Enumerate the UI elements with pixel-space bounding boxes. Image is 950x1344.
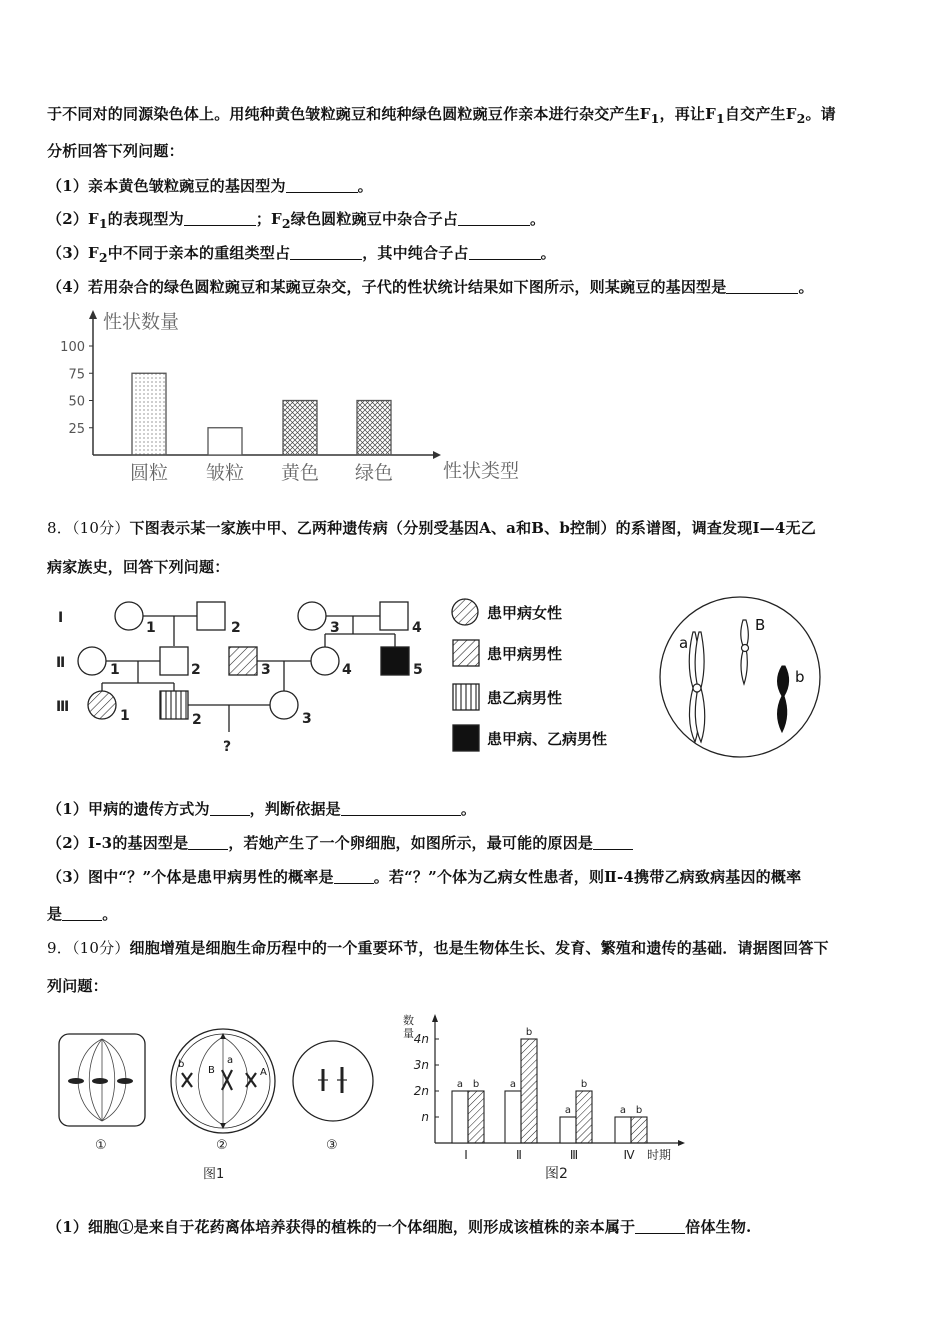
- svg-text:3: 3: [261, 662, 271, 678]
- gene-label-B: B: [755, 616, 766, 634]
- svg-text:b: b: [472, 1079, 480, 1090]
- q7-part3: $(3)F_2$中不同于亲本的重组类型占 ，其中纯合子占 。: [47, 244, 556, 265]
- svg-text:2: 2: [191, 662, 201, 678]
- II-3-male-affected-a: [229, 647, 257, 675]
- cell-label-2: ②: [216, 1138, 228, 1153]
- answer-blank[interactable]: [184, 211, 256, 226]
- q8-part3-cont: 是 。: [47, 905, 118, 923]
- bar-圆粒: [132, 373, 166, 455]
- III-3-female: [270, 691, 298, 719]
- y-axis-label: 性状数量: [103, 311, 180, 333]
- x-axis-label: 时期: [647, 1148, 672, 1162]
- unknown-individual: ?: [223, 739, 232, 755]
- II-1-female: [78, 647, 106, 675]
- category-label: 皱粒: [205, 462, 245, 484]
- svg-text:1: 1: [146, 620, 156, 636]
- cell-label-1: ①: [95, 1138, 107, 1153]
- q7-intro-line2: 分析回答下列问题：: [47, 142, 184, 160]
- svg-text:a: a: [619, 1105, 627, 1116]
- y-tick-label: 3n: [413, 1058, 429, 1072]
- q7-part2: $(2)F_1$的表现型为 ；$F_2$绿色圆粒豌豆中杂合子占 。: [47, 210, 546, 231]
- y-tick-label: 25: [68, 421, 85, 437]
- svg-text:4: 4: [412, 620, 422, 636]
- category-label: 绿色: [354, 462, 394, 484]
- legend-male-ab: 患甲病、乙病男性: [487, 730, 608, 748]
- svg-text:b: b: [525, 1027, 533, 1038]
- svg-text:b: b: [178, 1059, 185, 1070]
- y-tick-label: n: [421, 1110, 429, 1124]
- q9-intro-line1: 9．（10分）细胞增殖是细胞生命历程中的一个重要环节，也是生物体生长、发育、繁殖和遗传的基础．请据图回答下: [47, 939, 829, 957]
- bar-a: [452, 1091, 468, 1143]
- pedigree-diagram: [50, 590, 650, 765]
- legend-male-b: 患乙病男性: [487, 689, 563, 707]
- q7-part4: （4）若用杂合的绿色圆粒豌豆和某豌豆杂交，子代的性状统计结果如下图所示，则某豌豆的基因型是 。: [47, 278, 814, 296]
- svg-text:3: 3: [330, 620, 340, 636]
- gen-label-I: Ⅰ: [58, 610, 64, 626]
- answer-blank[interactable]: [62, 906, 102, 921]
- svg-text:A: A: [260, 1067, 267, 1078]
- y-tick-label: 50: [68, 394, 85, 410]
- II-2-male: [160, 647, 188, 675]
- bar-黄色: [283, 401, 317, 456]
- svg-text:a: a: [456, 1079, 464, 1090]
- svg-text:4: 4: [342, 662, 352, 678]
- svg-text:5: 5: [413, 662, 423, 678]
- bar-皱粒: [208, 428, 242, 455]
- category-label: 圆粒: [129, 462, 169, 484]
- cell-label-3: ③: [326, 1138, 338, 1153]
- x-axis-arrow: [433, 451, 441, 459]
- bar-b: [521, 1039, 537, 1143]
- q9-part1: （1）细胞①是来自于花药离体培养获得的植株的一个体细胞，则形成该植株的亲本属于 倍体生物.: [47, 1218, 752, 1236]
- x-tick-label: Ⅲ: [569, 1148, 579, 1162]
- y-tick-label: 75: [68, 367, 85, 383]
- chart-labels: [60, 311, 519, 484]
- answer-blank[interactable]: [469, 245, 541, 260]
- legend-male-a: 患甲病男性: [487, 645, 563, 663]
- answer-blank[interactable]: [593, 835, 633, 850]
- legend-female-a: 患甲病女性: [487, 604, 563, 622]
- legend-female-a-icon: [452, 599, 478, 625]
- bar-绿色: [357, 401, 391, 456]
- svg-text:a: a: [509, 1079, 517, 1090]
- q9-intro-line2: 列问题：: [47, 977, 108, 995]
- y-tick-label: 100: [60, 340, 85, 355]
- svg-text:量: 量: [403, 1027, 414, 1040]
- legend-male-a-icon: [453, 640, 479, 666]
- bar-a: [615, 1117, 631, 1143]
- II-5-male-affected-ab: [381, 647, 409, 675]
- cell-division-figure: [50, 1025, 390, 1190]
- answer-blank[interactable]: [188, 835, 228, 850]
- legend-male-ab-icon: [453, 725, 479, 751]
- bar-a: [560, 1117, 576, 1143]
- III-1-female-affected-a: [88, 691, 116, 719]
- q8-part2: （2）Ⅰ-3的基因型是 ，若她产生了一个卵细胞，如图所示，最可能的原因是: [47, 832, 633, 853]
- I-2-male: [197, 602, 225, 630]
- answer-blank[interactable]: [635, 1219, 685, 1234]
- answer-blank[interactable]: [286, 178, 358, 193]
- bar-b: [576, 1091, 592, 1143]
- answer-blank[interactable]: [458, 211, 530, 226]
- trait-bar-chart: [55, 305, 555, 490]
- q7-part1: （1）亲本黄色皱粒豌豆的基因型为 。: [47, 177, 373, 195]
- x-tick-label: Ⅰ: [464, 1148, 468, 1162]
- svg-text:a: a: [227, 1055, 234, 1066]
- chromosome-count-chart: [395, 1010, 705, 1190]
- y-tick-label: 2n: [413, 1084, 429, 1098]
- y-axis-arrow: [89, 310, 97, 319]
- q8-part1: （1）甲病的遗传方式为 ，判断依据是 。: [47, 800, 477, 818]
- answer-blank[interactable]: [726, 279, 798, 294]
- III-2-male-affected-b: [160, 691, 188, 719]
- q8-part3: （3）图中“？”个体是患甲病男性的概率是 。若“？”个体为乙病女性患者，则Ⅱ-4携带乙病致病基因的概率: [47, 868, 802, 886]
- figure-1-caption: 图1: [203, 1167, 225, 1182]
- svg-text:b: b: [580, 1079, 588, 1090]
- svg-text:1: 1: [110, 662, 120, 678]
- q7-intro-line1: 于不同对的同源染色体上。用纯种黄色皱粒豌豆和纯种绿色圆粒豌豆作亲本进行杂交产生$F_1$，再让$F_1$自交产生$F_2$。请: [47, 105, 836, 126]
- legend-male-b-icon: [453, 684, 479, 710]
- y-tick-label: 4n: [413, 1032, 429, 1046]
- y-axis-label: 数: [403, 1014, 414, 1027]
- gen-label-III: Ⅲ: [56, 699, 70, 715]
- bar-b: [631, 1117, 647, 1143]
- egg-cell-diagram: [655, 592, 825, 762]
- svg-text:2: 2: [192, 712, 202, 728]
- answer-blank[interactable]: [290, 245, 362, 260]
- q8-intro-line1: 8．（10分）下图表示某一家族中甲、乙两种遗传病（分别受基因A、a和B、b控制）的系谱图，调查发现Ⅰ—4无乙: [47, 519, 816, 537]
- I-1-female: [115, 602, 143, 630]
- svg-text:b: b: [635, 1105, 643, 1116]
- bar-b: [468, 1091, 484, 1143]
- I-3-female: [298, 602, 326, 630]
- x-tick-label: Ⅳ: [623, 1148, 635, 1162]
- bar-a: [505, 1091, 521, 1143]
- q8-intro-line2: 病家族史，回答下列问题：: [47, 558, 230, 576]
- svg-text:a: a: [564, 1105, 572, 1116]
- x-tick-label: Ⅱ: [516, 1148, 522, 1162]
- category-label: 黄色: [280, 462, 320, 484]
- svg-text:B: B: [208, 1065, 215, 1076]
- x-axis-label: 性状类型: [443, 460, 520, 482]
- II-4-female: [311, 647, 339, 675]
- svg-text:3: 3: [302, 711, 312, 727]
- gene-label-a: a: [679, 634, 689, 652]
- svg-text:2: 2: [231, 620, 241, 636]
- answer-blank[interactable]: [334, 869, 374, 884]
- answer-blank[interactable]: [210, 801, 250, 816]
- figure-2-caption: 图2: [545, 1166, 568, 1182]
- gen-label-II: Ⅱ: [56, 655, 66, 671]
- svg-text:1: 1: [120, 708, 130, 724]
- answer-blank[interactable]: [341, 801, 461, 816]
- gene-label-b: b: [795, 668, 805, 686]
- chart-bars: [132, 373, 391, 455]
- I-4-male: [380, 602, 408, 630]
